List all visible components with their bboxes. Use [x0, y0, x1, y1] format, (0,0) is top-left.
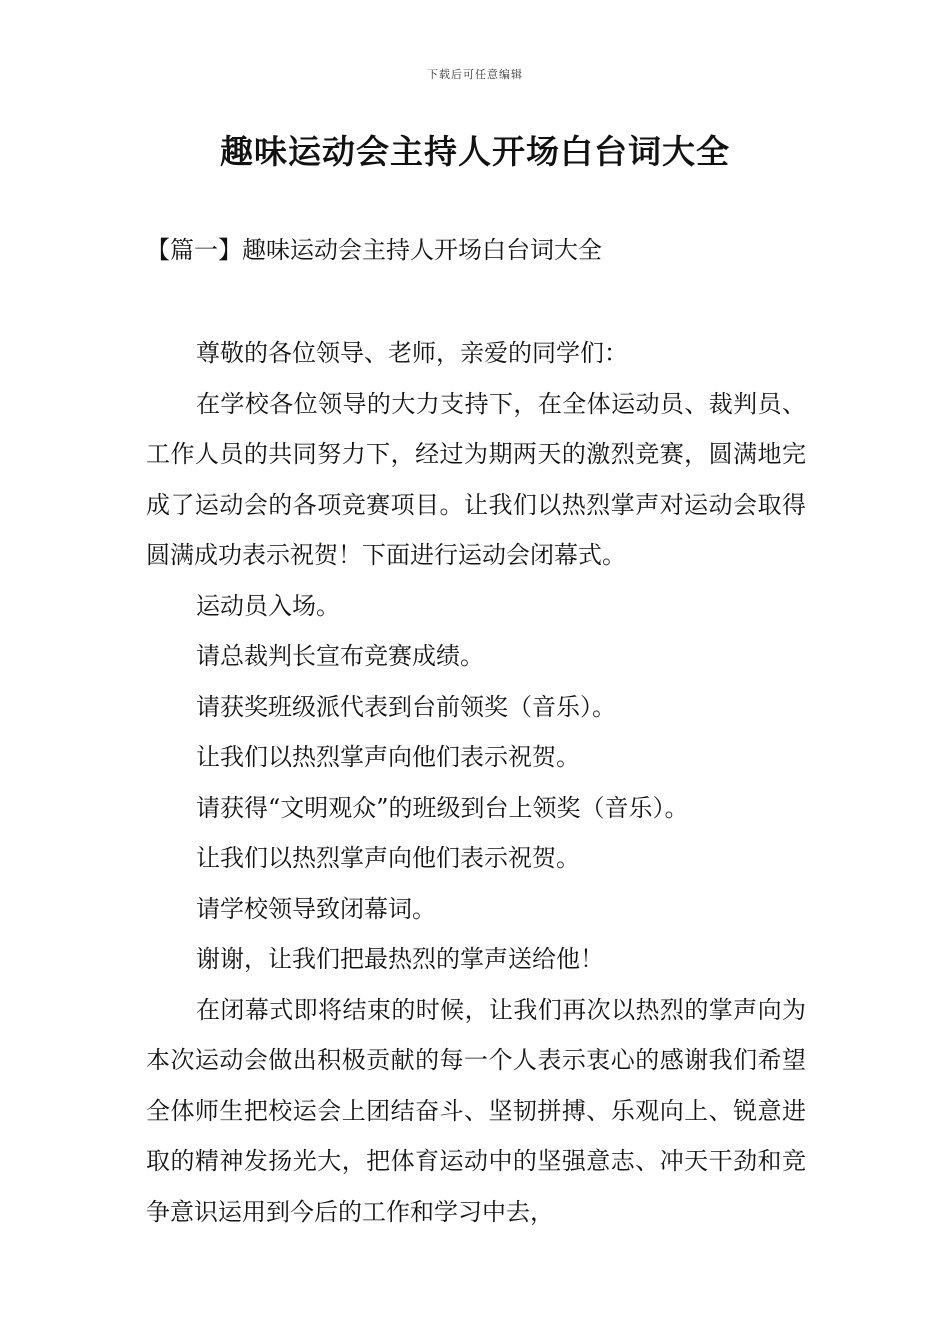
paragraph-closing-remarks: 在闭幕式即将结束的时候，让我们再次以热烈的掌声向为本次运动会做出积极贡献的每一个人表示衷心的感谢我们希望全体师生把校运会上团结奋斗、坚韧拼搏、乐观向上、锐意进取的精神发扬光大，把体育运动中的坚强意志、冲天干劲和竞争意识运用到今后的工作和学习中去， — [146, 995, 806, 1226]
paragraph-applause-2: 让我们以热烈掌声向他们表示祝贺。 — [196, 844, 580, 872]
paragraph-class-awards: 请获奖班级派代表到台前领奖（音乐）。 — [196, 692, 616, 721]
paragraph-thanks: 谢谢，让我们把最热烈的掌声送给他！ — [196, 945, 604, 973]
paragraph-greeting: 尊敬的各位领导、老师，亲爱的同学们： — [196, 339, 628, 367]
paragraph-closing-speech: 请学校领导致闭幕词。 — [196, 894, 436, 923]
paragraph-opening: 在学校各位领导的大力支持下，在全体运动员、裁判员、工作人员的共同努力下，经过为期两天的激烈竞赛，圆满地完成了运动会的各项竞赛项目。让我们以热烈掌声对运动会取得圆满成功表示祝贺！下面进行运动会闭幕式。 — [146, 389, 806, 569]
paragraph-announce-results: 请总裁判长宣布竞赛成绩。 — [196, 642, 484, 670]
body-text — [146, 328, 806, 1237]
header-note: 下载后可任意编辑 — [427, 68, 523, 81]
document-title: 趣味运动会主持人开场白台词大全 — [220, 132, 730, 171]
paragraph-applause-1: 让我们以热烈掌声向他们表示祝贺。 — [196, 743, 580, 771]
section-heading: 【篇一】趣味运动会主持人开场白台词大全 — [146, 236, 602, 264]
paragraph-athletes-enter: 运动员入场。 — [196, 591, 340, 620]
paragraph-audience-awards: 请获得“文明观众”的班级到台上领奖（音乐）。 — [196, 793, 689, 822]
